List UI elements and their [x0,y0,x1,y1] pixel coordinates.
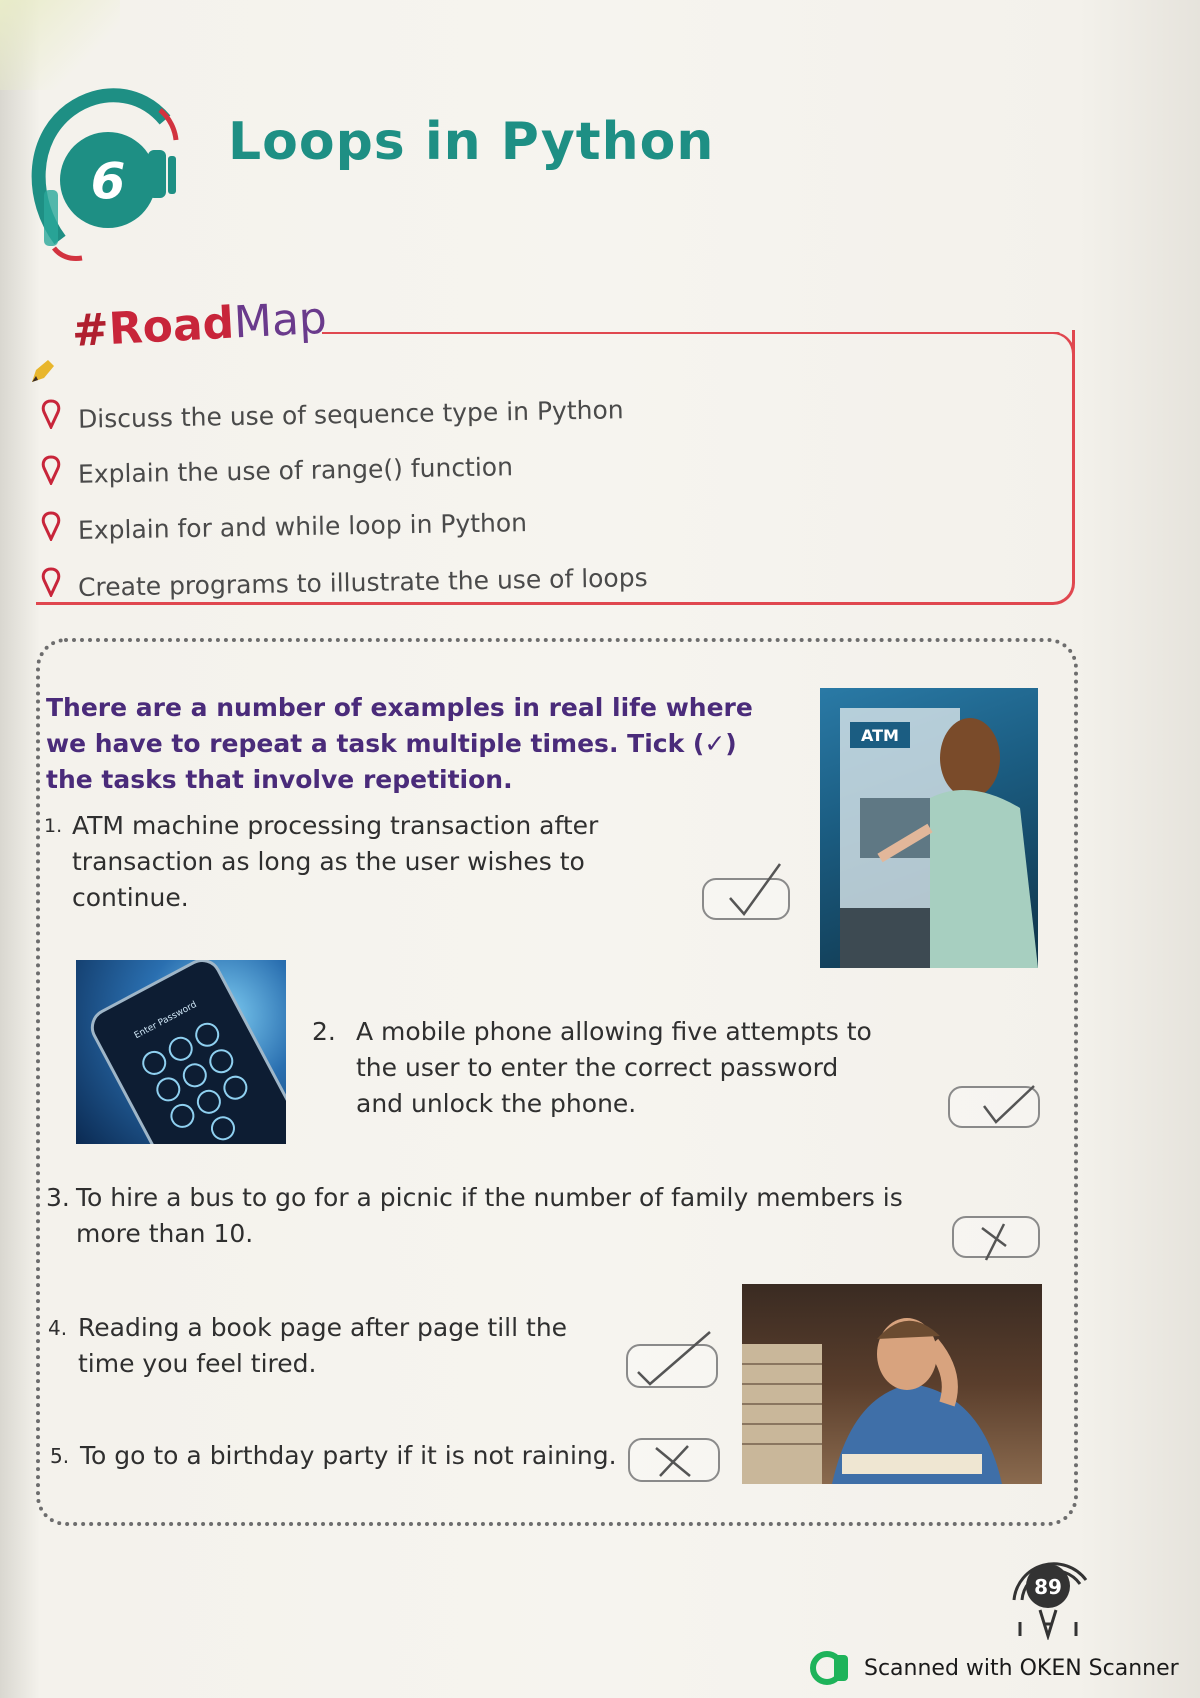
roadmap-road: Road [107,297,236,356]
location-pin-icon [40,511,62,541]
reading-person-photo [742,1284,1042,1484]
reader-illustration [742,1284,1042,1484]
cross-mark-icon [630,1440,718,1480]
roadmap-item [40,442,1040,498]
atm-photo [820,688,1038,968]
atm-illustration [820,688,1038,968]
location-pin-icon [40,399,62,429]
chapter-number-badge [30,80,190,270]
roadmap-item-text: Explain for and while loop in Python [77,507,528,545]
page-number: 89 [1034,1575,1062,1599]
location-pin-icon [40,567,62,597]
atm-sign: ATM [861,726,899,745]
scanner-watermark [810,1648,1179,1688]
question-text: Reading a book page after page till the time you feel tired. [78,1313,568,1378]
question-number: 4. [48,1316,68,1340]
cross-mark-icon [954,1218,1038,1256]
mobile-phone-photo [76,960,286,1144]
roadmap-item-text: Discuss the use of sequence type in Python [77,394,624,434]
question-text: ATM machine processing transaction after transaction as long as the user wishes to continue. [72,811,599,912]
question-item [50,1438,630,1474]
chapter-title: Loops in Python [228,112,715,172]
answer-checkbox-3[interactable] [952,1216,1040,1258]
page-number-badge [1000,1540,1100,1640]
location-pin-icon [40,455,62,485]
roadmap-item [40,386,1040,442]
page-corner-shadow [0,0,120,90]
phone-illustration [76,960,286,1144]
roadmap-item-text: Explain the use of range() function [77,451,514,489]
question-text: To hire a bus to go for a picnic if the number of family members is more than 10. [76,1183,903,1248]
question-item [48,1310,588,1382]
roadmap-list [40,386,1040,610]
tick-mark-icon [704,880,788,918]
question-number: 5. [50,1444,70,1468]
question-item [44,808,644,916]
activity-instructions: There are a number of examples in real life where we have to repeat a task multiple times. Tick (✓) the tasks that involve repetition. [46,693,753,794]
tick-mark-icon [950,1088,1038,1126]
question-number: 2. [312,1017,336,1046]
question-item [312,1014,872,1122]
answer-checkbox-5[interactable] [628,1438,720,1482]
question-text: A mobile phone allowing five attempts to the user to enter the correct password and unlock the phone. [356,1017,872,1118]
question-item [46,1180,906,1252]
answer-checkbox-1[interactable] [702,878,790,920]
roadmap-item [40,498,1040,554]
question-number: 3. [46,1183,70,1212]
scanner-watermark-text: Scanned with OKEN Scanner [864,1655,1179,1681]
roadmap-item-text: Create programs to illustrate the use of loops [77,562,648,602]
answer-checkbox-2[interactable] [948,1086,1040,1128]
roadmap-item [40,554,1040,610]
question-text: To go to a birthday party if it is not raining. [80,1441,617,1470]
roadmap-hash: # [70,304,111,357]
chapter-number: 6 [90,152,126,210]
tick-mark-icon [628,1346,716,1386]
answer-checkbox-4[interactable] [626,1344,718,1388]
scanner-logo-icon [810,1651,850,1685]
question-number: 1. [44,815,63,837]
roadmap-map: Map [232,292,329,349]
phone-screen-text: Enter Password [132,999,199,1042]
